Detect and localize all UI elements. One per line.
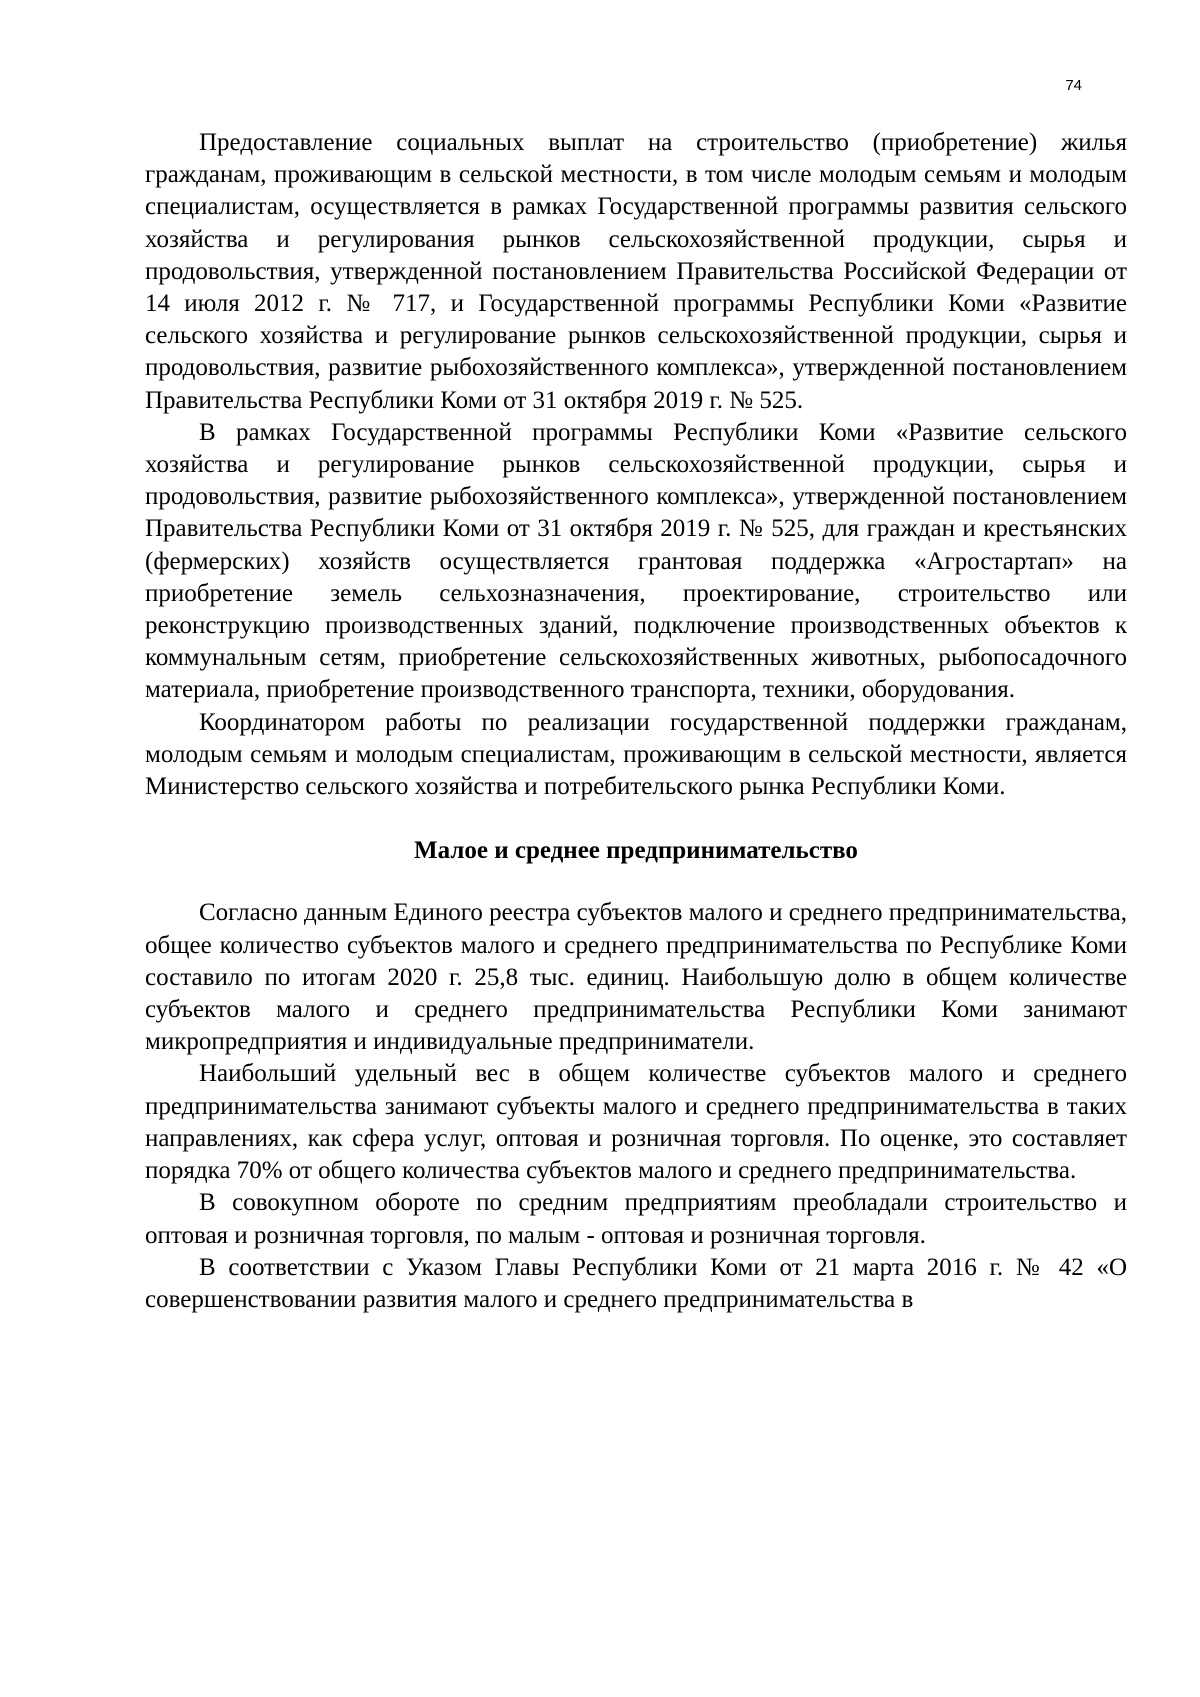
page-body bbox=[145, 127, 1127, 1316]
paragraph-decree: В соответствии с Указом Главы Республики Коми от 21 марта 2016 г. № 42 «О совершенствовании развития малого и среднего предпринимательства в bbox=[145, 1253, 1127, 1313]
paragraph-agrostartup: В рамках Государственной программы Республики Коми «Развитие сельского хозяйства и регулирование рынков сельскохозяйственной продукции, сырья и продовольствия, развитие рыбохозяйственного комплекса», утвержденной постановлением Правительства Республики Коми от 31 октября 2019 г. № 525, для граждан и крестьянских (фермерских) хозяйств осуществляется грантовая поддержка «Агростартап» на приобретение земель сельхозназначения, проектирование, строительство или реконструкцию производственных зданий, подключение производственных объектов к коммунальным сетям, приобретение сельскохозяйственных животных, рыбопосадочного материала, приобретение производственного транспорта, техники, оборудования. bbox=[145, 418, 1127, 704]
paragraph-sme-turnover: В совокупном обороте по средним предприятиям преобладали строительство и оптовая и розничная торговля, по малым - оптовая и розничная торговля. bbox=[145, 1189, 1127, 1249]
section-heading-sme: Малое и среднее предпринимательство bbox=[414, 837, 858, 865]
page-number: 74 bbox=[1065, 77, 1082, 94]
paragraph-coordinator: Координатором работы по реализации государственной поддержки гражданам, молодым семьям и молодым специалистам, проживающим в сельской местности, является Министерство сельского хозяйства и потребительского рынка Республики Коми. bbox=[145, 708, 1127, 801]
paragraph-sme-share: Наибольший удельный вес в общем количестве субъектов малого и среднего предпринимательства занимают субъекты малого и среднего предпринимательства в таких направлениях, как сфера услуг, оптовая и розничная торговля. По оценке, это составляет порядка 70% от общего количества субъектов малого и среднего предпринимательства. bbox=[145, 1060, 1127, 1185]
paragraph-social-payments: Предоставление социальных выплат на строительство (приобретение) жилья гражданам, проживающим в сельской местности, в том числе молодым семьям и молодым специалистам, осуществляется в рамках Государственной программы развития сельского хозяйства и регулирования рынков сельскохозяйственной продукции, сырья и продовольствия, утвержденной постановлением Правительства Российской Федерации от 14 июля 2012 г. № 717, и Государственной программы Республики Коми «Развитие сельского хозяйства и регулирование рынков сельскохозяйственной продукции, сырья и продовольствия, развитие рыбохозяйственного комплекса», утвержденной постановлением Правительства Республики Коми от 31 октября 2019 г. № 525. bbox=[145, 129, 1127, 414]
paragraph-sme-registry: Согласно данным Единого реестра субъектов малого и среднего предпринимательства, общее количество субъектов малого и среднего предпринимательства по Республике Коми составило по итогам 2020 г. 25,8 тыс. единиц. Наибольшую долю в общем количестве субъектов малого и среднего предпринимательства Республики Коми занимают микропредприятия и индивидуальные предприниматели. bbox=[145, 899, 1127, 1056]
